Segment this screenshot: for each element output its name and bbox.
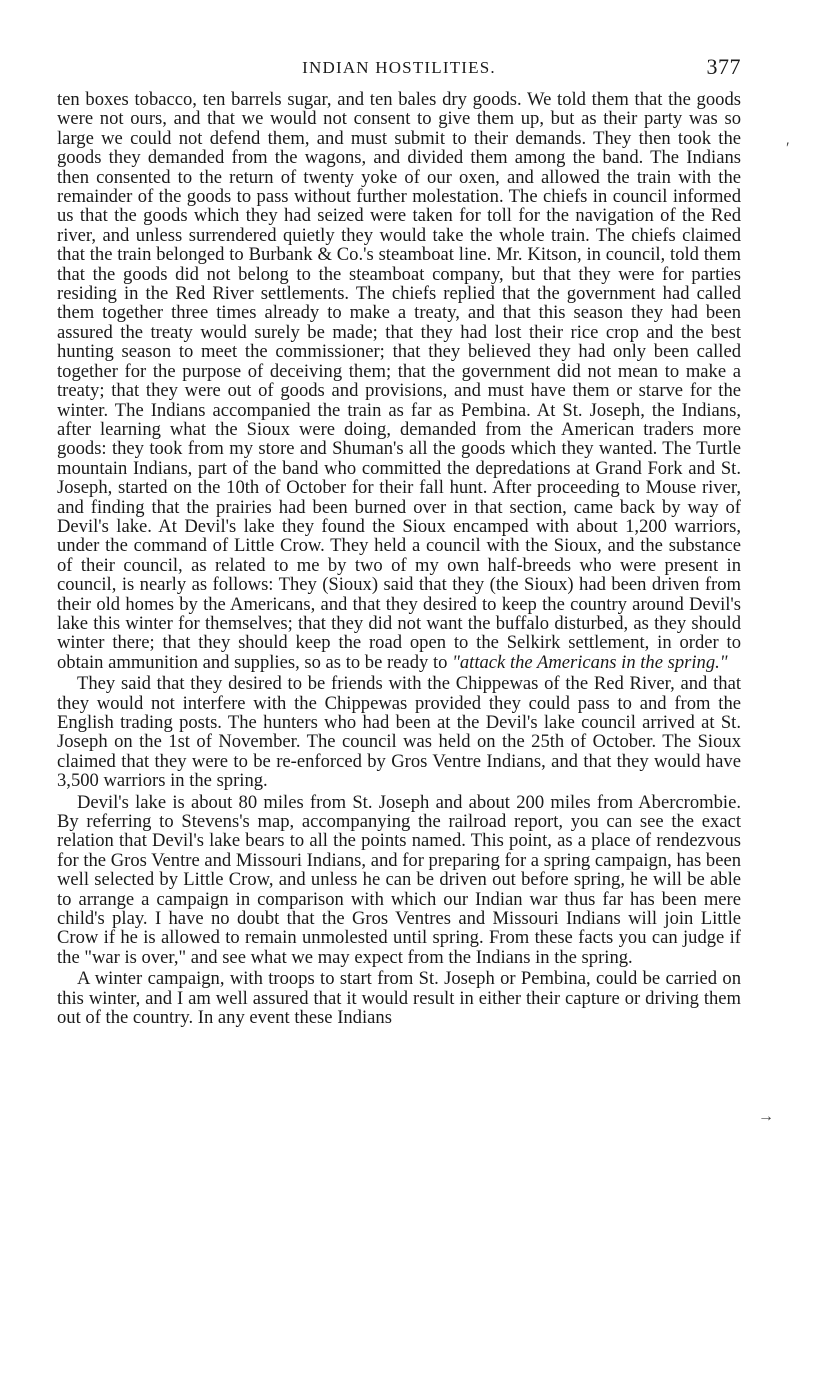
paragraph-1-quote: "attack the Americans in the spring." <box>452 651 728 673</box>
margin-arrow-mark: → <box>758 1108 774 1125</box>
document-page <box>57 52 741 1028</box>
running-header <box>57 52 741 86</box>
paragraph-1-text: ten boxes tobacco, ten barrels sugar, and ten bales dry goods. We told them that the goods were not ours, and that we would not consent to give them up, but as their party was so large we could not defend them, and must submit to their demands. They then took the goods they demanded from the wagons, and divided them among the band. The Indians then consented to the return of twenty yoke of our oxen, and allowed the train with the remainder of the goods to pass without further molestation. The chiefs in council informed us that the goods which they had seized were taken for toll for the navigation of the Red river, and unless surrendered quietly they would take the whole train. The chiefs claimed that the train belonged to Burbank & Co.'s steamboat line. Mr. Kitson, in council, told them that the goods did not belong to the steamboat company, but that they were for parties residing in the Red River settlements. The chiefs replied that the government had called them together three times already to make a treaty, and that this season they had been assured the treaty would surely be made; that they had lost their rice crop and the best hunting season to meet the commissioner; that they believed they had only been called together for the purpose of deceiving them; that the government did not mean to make a treaty; that they were out of goods and provisions, and must have them or starve for the winter. The Indians accompanied the train as far as Pembina. At St. Joseph, the Indians, after learning what the Sioux were doing, demanded from the American traders more goods: they took from my store and Shuman's all the goods which they wanted. The Turtle mountain Indians, part of the band who committed the depredations at Grand Fork and St. Joseph, started on the 10th of October for their fall hunt. After proceeding to Mouse river, and finding that the prairies had been burned over in that section, came back by way of Devil's lake. At Devil's lake they found the Sioux encamped with about 1,200 warriors, under the command of Little Crow. They held a council with the Sioux, and the substance of their council, as related to me by two of my own half-breeds who were present in council, is nearly as follows: They (Sioux) said that they (the Sioux) had been driven from their old homes by the Americans, and that they desired to keep the country around Devil's lake this winter for themselves; that they did not want the buffalo disturbed, as they should winter there; that they should keep the road open to the Selkirk settlement, in order to obtain ammunition and supplies, so as to be ready to <box>57 89 741 673</box>
paragraph-3: Devil's lake is about 80 miles from St. Joseph and about 200 miles from Abercrombie. By referring to Stevens's map, accompanying the railroad report, you can see the exact relation that Devil's lake bears to all the points named. This point, as a place of rendezvous for the Gros Ventre and Missouri Indians, and for preparing for a spring campaign, has been well selected by Little Crow, and unless he can be driven out before spring, he will be able to arrange a campaign in comparison with which our Indian war thus far has been mere child's play. I have no doubt that the Gros Ventres and Missouri Indians will join Little Crow if he is allowed to remain unmolested until spring. From these facts you can judge if the "war is over," and see what we may expect from the Indians in the spring. <box>57 791 741 968</box>
running-title: INDIAN HOSTILITIES. <box>302 58 496 77</box>
paragraph-4: A winter campaign, with troops to start from St. Joseph or Pembina, could be carried on this winter, and I am well assured that it would result in either their capture or driving them out of the country. In any event these Indians <box>57 968 741 1029</box>
paragraph-2: They said that they desired to be friends with the Chippewas of the Red River, and that they would not interfere with the Chippewas provided they could pass to and from the English trading posts. The hunters who had been at the Devil's lake council arrived at St. Joseph on the 1st of November. The council was held on the 25th of October. The Sioux claimed that they were to be re-enforced by Gros Ventre Indians, and that they would have 3,500 warriors in the spring. <box>57 673 741 792</box>
page-number: 377 <box>706 54 741 79</box>
paragraph-1 <box>57 90 741 672</box>
body-text <box>57 90 741 1028</box>
margin-mark: ′ <box>786 140 790 157</box>
